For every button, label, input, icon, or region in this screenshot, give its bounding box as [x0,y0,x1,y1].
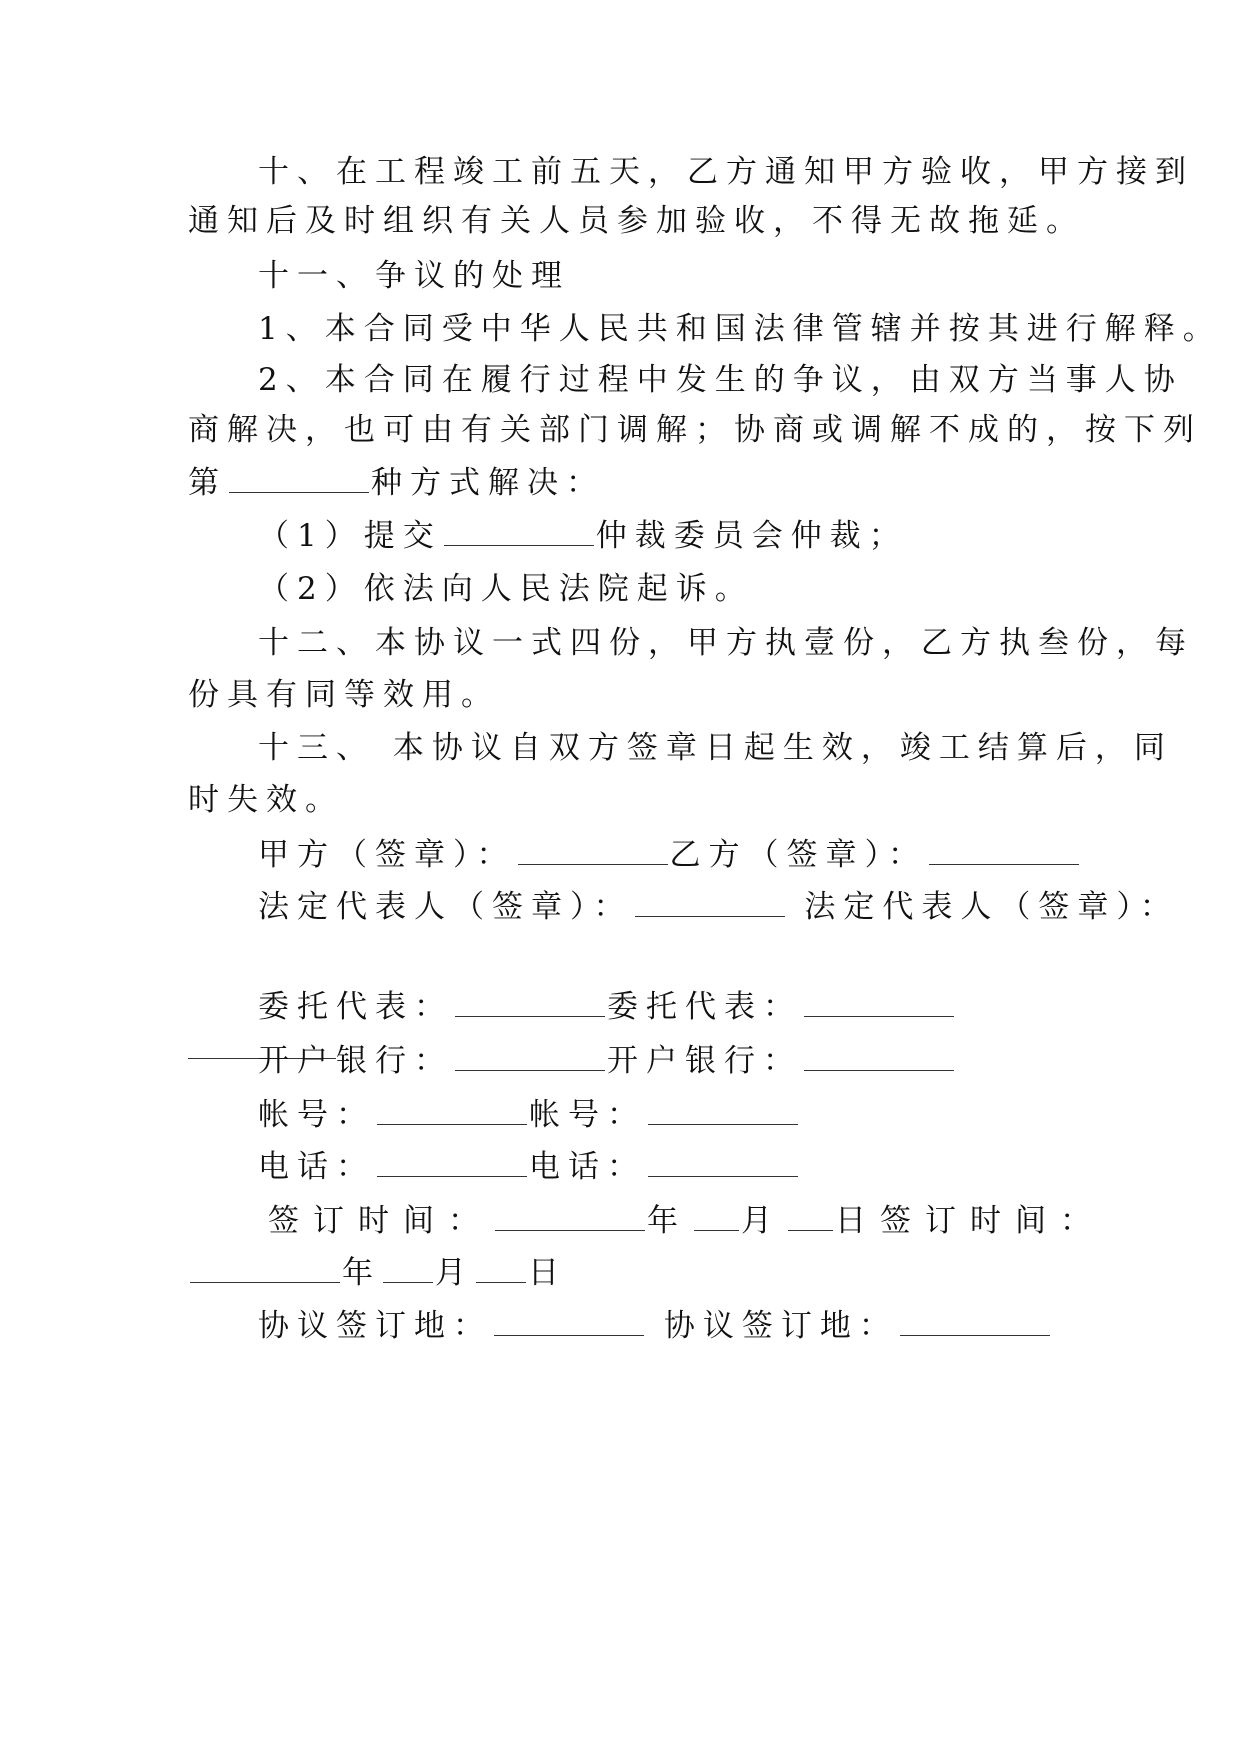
paragraph-10-line-1: 十、在工程竣工前五天，乙方通知甲方验收，甲方接到 [258,154,1194,190]
legal-rep-b-label: 法定代表人（签章）： [804,889,1179,925]
sign-time-b-row [188,1252,567,1293]
sign-time-b-year-blank [190,1252,340,1283]
sign-time-a-year-blank [495,1200,645,1231]
paragraph-12-line-1: 十二、本协议一式四份，甲方执壹份，乙方执叁份，每 [258,625,1194,661]
sign-time-b-month-blank [383,1252,433,1283]
phone-row [258,1146,800,1187]
clause-11-2-prefix: 第 [188,465,227,501]
phone-b-blank [648,1146,798,1177]
paragraph-10-line-2: 通知后及时组织有关人员参加验收，不得无故拖延。 [188,203,1085,239]
sign-place-row [258,1305,1052,1346]
entrusted-rep-b-blank [804,986,954,1017]
sign-time-b-year: 年 [342,1255,381,1291]
paragraph-12-line-2: 份具有同等效用。 [188,677,500,713]
option-2: （2）依法向人民法院起诉。 [258,571,754,607]
paragraph-13-line-2: 时失效。 [188,782,344,818]
clause-11-1: 1、本合同受中华人民共和国法律管辖并按其进行解释。 [258,311,1222,347]
account-a-blank [377,1094,527,1125]
sign-time-a-month-blank [694,1200,739,1231]
legal-rep-row [258,886,1179,927]
clause-11-2-line-3 [188,462,605,503]
clause-11-2-line-2: 商解决，也可由有关部门调解；协商或调解不成的，按下列 [188,412,1202,448]
method-number-blank [229,462,369,493]
paragraph-13-line-1: 十三、 本协议自双方签章日起生效，竣工结算后，同 [258,730,1173,766]
option-1-suffix: 仲裁委员会仲裁； [595,518,908,554]
entrusted-rep-b-label: 委托代表： [607,989,802,1025]
legal-rep-a-blank [635,886,785,917]
sign-time-a-month: 月 [741,1203,786,1239]
sign-place-a-blank [494,1305,644,1336]
option-1 [258,515,908,556]
phone-a-label: 电话： [258,1149,375,1185]
party-a-label: 甲方（签章）： [258,837,516,873]
phone-b-label: 电话： [529,1149,646,1185]
account-a-label: 帐号： [258,1097,375,1133]
account-b-label: 帐号： [529,1097,646,1133]
section-11-title: 十一、争议的处理 [258,258,570,294]
bank-b-blank [804,1040,954,1071]
sign-time-b-label: 签订时间： [880,1203,1105,1239]
sign-time-row [268,1200,1105,1241]
phone-a-blank [377,1146,527,1177]
party-b-blank [929,834,1079,865]
sign-place-a-label: 协议签订地： [258,1308,492,1344]
bank-a-label: 开户银行： [258,1043,453,1079]
sign-time-b-day: 日 [528,1255,567,1291]
account-b-blank [648,1094,798,1125]
bank-a-blank [455,1040,605,1071]
sign-place-b-blank [900,1305,1050,1336]
sign-time-a-day: 日 [835,1203,880,1239]
clause-11-2-suffix: 种方式解决： [371,465,605,501]
bank-row [258,1040,956,1081]
arbitration-committee-blank [444,515,594,546]
account-row [258,1094,800,1135]
party-signature-row [258,834,1081,875]
sign-place-b-label: 协议签订地： [663,1308,898,1344]
entrusted-rep-a-blank [455,986,605,1017]
entrusted-rep-row [258,986,956,1027]
sign-time-b-month: 月 [435,1255,474,1291]
option-1-prefix: （1）提交 [258,518,442,554]
clause-11-2-line-1: 2、本合同在履行过程中发生的争议，由双方当事人协 [258,362,1183,398]
party-a-blank [518,834,668,865]
legal-rep-a-label: 法定代表人（签章）： [258,889,633,925]
sign-time-a-label: 签订时间： [268,1203,493,1239]
sign-time-a-year: 年 [647,1203,692,1239]
sign-time-a-day-blank [788,1200,833,1231]
bank-b-label: 开户银行： [607,1043,802,1079]
party-b-label: 乙方（签章）： [669,837,927,873]
entrusted-rep-a-label: 委托代表： [258,989,453,1025]
sign-time-b-day-blank [476,1252,526,1283]
